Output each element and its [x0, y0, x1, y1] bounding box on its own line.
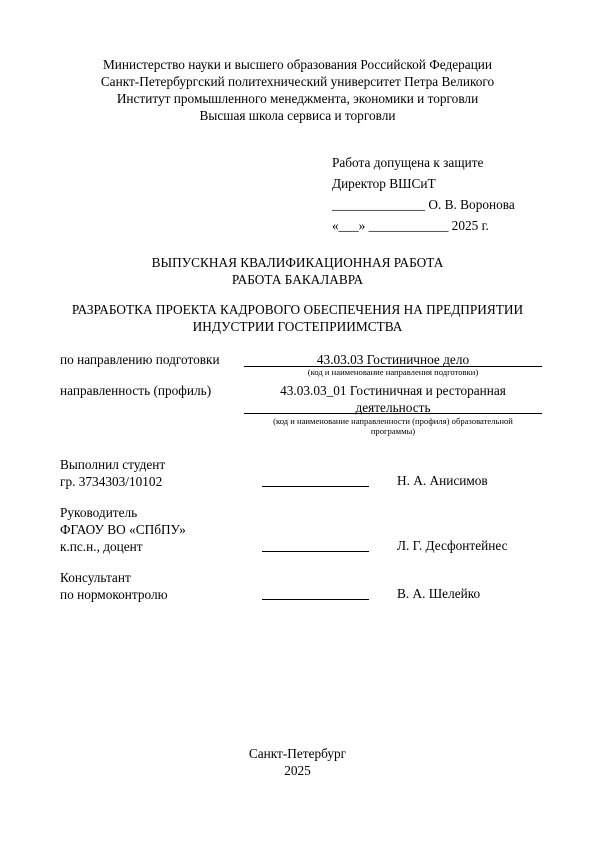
supervisor-signature-line [262, 551, 369, 552]
work-type [0, 254, 595, 288]
profile-underline [244, 413, 542, 414]
student-role [60, 456, 165, 490]
ministry-line: Министерство науки и высшего образования Российской Федерации [102, 57, 493, 72]
approval-date: «___» ____________ 2025 г. [332, 218, 489, 233]
footer [0, 745, 595, 779]
supervisor-role-line1: Руководитель [60, 505, 138, 520]
topic-line2: ИНДУСТРИИ ГОСТЕПРИИМСТВА [192, 319, 403, 334]
consultant-role-line1: Консультант [60, 570, 131, 585]
supervisor-name: Л. Г. Десфонтейнес [397, 538, 508, 553]
student-name: Н. А. Анисимов [397, 473, 488, 488]
topic-line1: РАЗРАБОТКА ПРОЕКТА КАДРОВОГО ОБЕСПЕЧЕНИЯ НА ПРЕДПРИЯТИИ [71, 302, 524, 317]
student-group: гр. 3734303/10102 [60, 474, 163, 489]
direction-value: 43.03.03 Гостиничное дело [244, 351, 542, 367]
direction-label: по направлению подготовки [60, 352, 220, 367]
approval-signature: ______________ О. В. Воронова [332, 197, 515, 212]
supervisor-role-line3: к.пс.н., доцент [60, 539, 143, 554]
approval-block [332, 152, 515, 236]
institution-header [0, 56, 595, 124]
footer-city: Санкт-Петербург [248, 746, 347, 761]
approval-admitted: Работа допущена к защите [332, 155, 484, 170]
consultant-role-line2: по нормоконтролю [60, 587, 168, 602]
thesis-topic [0, 301, 595, 335]
consultant-signature-line [262, 599, 369, 600]
supervisor-role-line2: ФГАОУ ВО «СПбПУ» [60, 522, 186, 537]
consultant-name: В. А. Шелейко [397, 586, 481, 601]
profile-value-line1: 43.03.03_01 Гостиничная и ресторанная [280, 383, 506, 398]
profile-value [244, 382, 542, 416]
approval-director: Директор ВШСиТ [332, 176, 436, 191]
student-signature-line [262, 486, 369, 487]
footer-year: 2025 [284, 763, 311, 778]
institute-line: Институт промышленного менеджмента, экономики и торговли [116, 91, 479, 106]
profile-caption-line2: программы) [370, 426, 416, 436]
profile-caption [244, 416, 542, 436]
school-line: Высшая школа сервиса и торговли [199, 108, 396, 123]
student-role-line1: Выполнил студент [60, 457, 166, 472]
supervisor-role [60, 504, 186, 555]
profile-value-line2: деятельность [355, 400, 431, 415]
university-line: Санкт-Петербургский политехнический университет Петра Великого [100, 74, 495, 89]
work-type-line2: РАБОТА БАКАЛАВРА [231, 272, 364, 287]
profile-caption-line1: (код и наименование направленности (профиля) образовательной [273, 416, 513, 426]
consultant-role [60, 569, 168, 603]
work-type-line1: ВЫПУСКНАЯ КВАЛИФИКАЦИОННАЯ РАБОТА [151, 255, 444, 270]
profile-label: направленность (профиль) [60, 383, 212, 398]
direction-caption: (код и наименование направления подготовки) [307, 367, 479, 377]
